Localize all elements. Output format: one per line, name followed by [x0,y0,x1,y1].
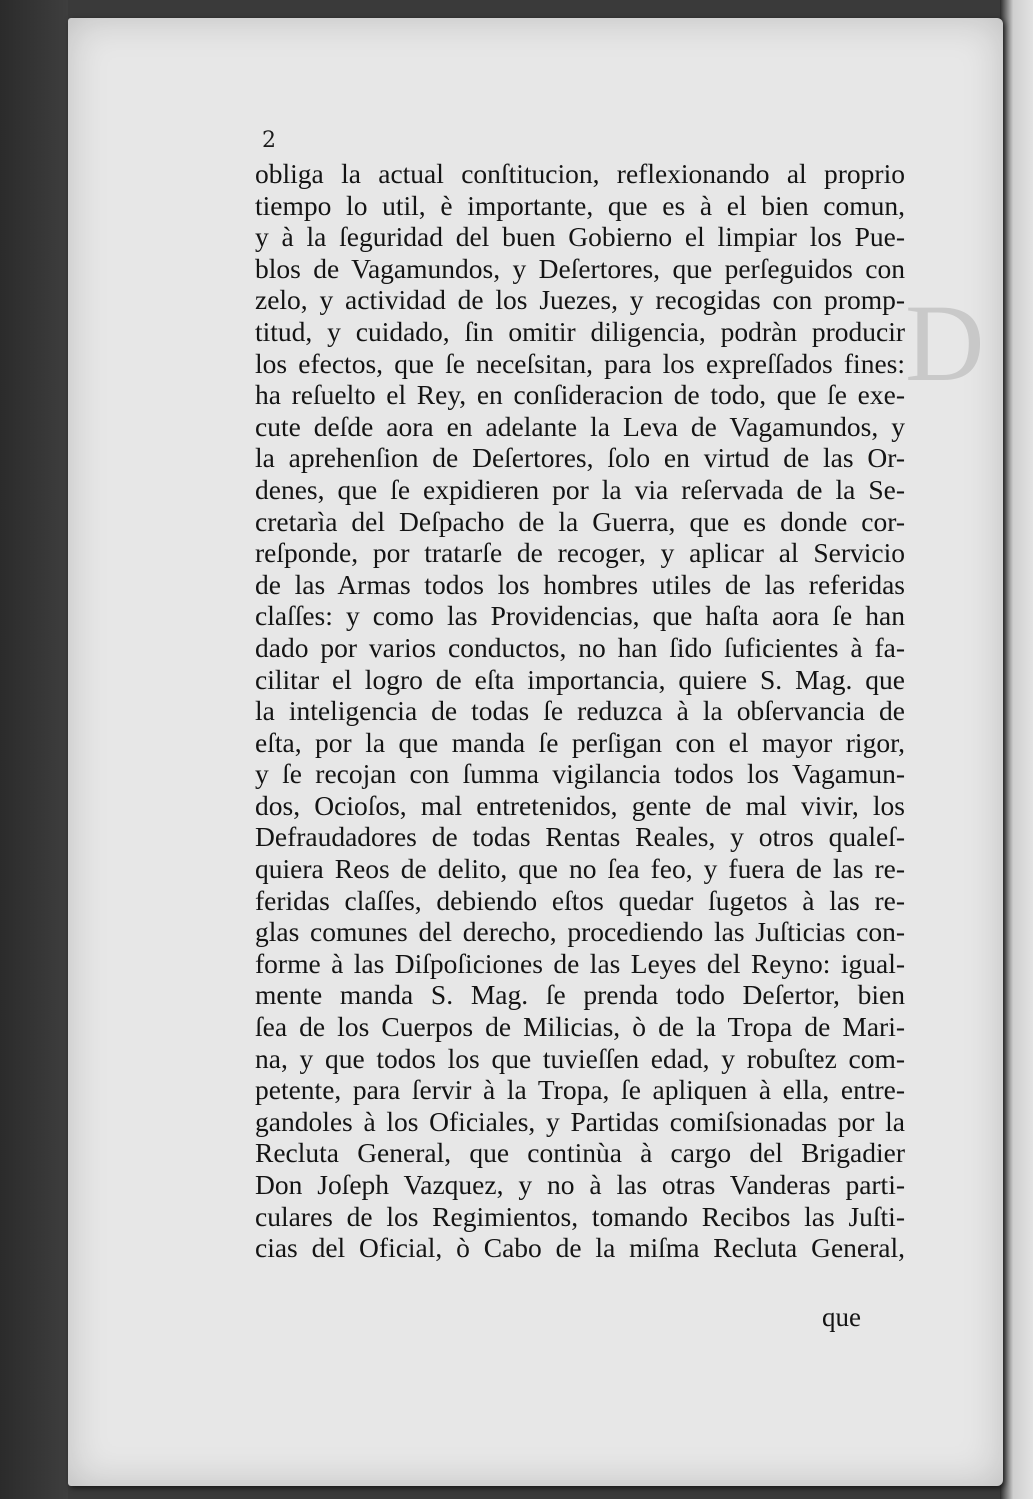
text-line: denes, que ſe expidieren por la via reſervada de la Se- [255,473,905,505]
text-line: tiempo lo util, è importante, que es à el bien comun, [255,189,905,221]
catchword: que [822,1302,861,1332]
text-line: cias del Oficial, ò Cabo de la miſma Recluta General, [255,1232,905,1264]
text-line: blos de Vagamundos, y Deſertores, que perſeguidos con [255,252,905,284]
text-line: forme à las Diſpoſiciones de las Leyes del Reyno: igual- [255,947,905,979]
text-line: culares de los Regimientos, tomando Recibos las Juſti- [255,1200,905,1232]
text-line: petente, para ſervir à la Tropa, ſe apliquen à ella, entre- [255,1074,905,1106]
text-line: cilitar el logro de eſta importancia, quiere S. Mag. que [255,663,905,695]
text-line: glas comunes del derecho, procediendo las Juſticias con- [255,916,905,948]
text-line: feridas claſſes, debiendo eſtos quedar ſugetos à las re- [255,884,905,916]
text-line: cute deſde aora en adelante la Leva de Vagamundos, y [255,410,905,442]
adjacent-page-edge [1000,0,1033,1499]
text-line: y à la ſeguridad del buen Gobierno el limpiar los Pue- [255,221,905,253]
scan-background-left [0,0,68,1499]
text-line: na, y que todos los que tuvieſſen edad, y robuſtez com- [255,1042,905,1074]
text-line: claſſes: y como las Providencias, que haſta aora ſe han [255,600,905,632]
text-line: quiera Reos de delito, que no ſea feo, y fuera de las re- [255,853,905,885]
text-line: los efectos, que ſe neceſsitan, para los expreſſados fines: [255,347,905,379]
text-line: y ſe recojan con ſumma vigilancia todos los Vagamun- [255,758,905,790]
text-line: obliga la actual conſtitucion, reflexionando al proprio [255,158,905,189]
text-line: ha reſuelto el Rey, en conſideracion de todo, que ſe exe- [255,379,905,411]
text-line: eſta, por la que manda ſe perſigan con el mayor rigor, [255,726,905,758]
page-number: 2 [262,128,276,153]
show-through-bleed: D [905,282,985,404]
text-line: dos, Ocioſos, mal entretenidos, gente de mal vivir, los [255,789,905,821]
text-line: mente manda S. Mag. ſe prenda todo Deſertor, bien [255,979,905,1011]
text-line: gandoles à los Oficiales, y Partidas comiſsionadas por la [255,1105,905,1137]
text-line: Don Joſeph Vazquez, y no à las otras Vanderas parti- [255,1169,905,1200]
text-line: Recluta General, que continùa à cargo del Brigadier [255,1137,905,1169]
text-line: Defraudadores de todas Rentas Reales, y otros qualeſ- [255,821,905,853]
text-line: la aprehenſion de Deſertores, ſolo en virtud de las Or- [255,442,905,474]
text-line: reſponde, por tratarſe de recoger, y aplicar al Servicio [255,537,905,569]
text-line: zelo, y actividad de los Juezes, y recogidas con promp- [255,284,905,316]
text-line: ſea de los Cuerpos de Milicias, ò de la Tropa de Mari- [255,1011,905,1043]
body-text [255,158,905,1264]
text-line: cretarìa del Deſpacho de la Guerra, que es donde cor- [255,505,905,537]
text-line: la inteligencia de todas ſe reduzca à la obſervancia de [255,695,905,727]
text-line: de las Armas todos los hombres utiles de las referidas [255,568,905,600]
text-line: titud, y cuidado, ſin omitir diligencia, podràn producir [255,315,905,347]
text-line: dado por varios conductos, no han ſido ſuficientes à fa- [255,631,905,663]
